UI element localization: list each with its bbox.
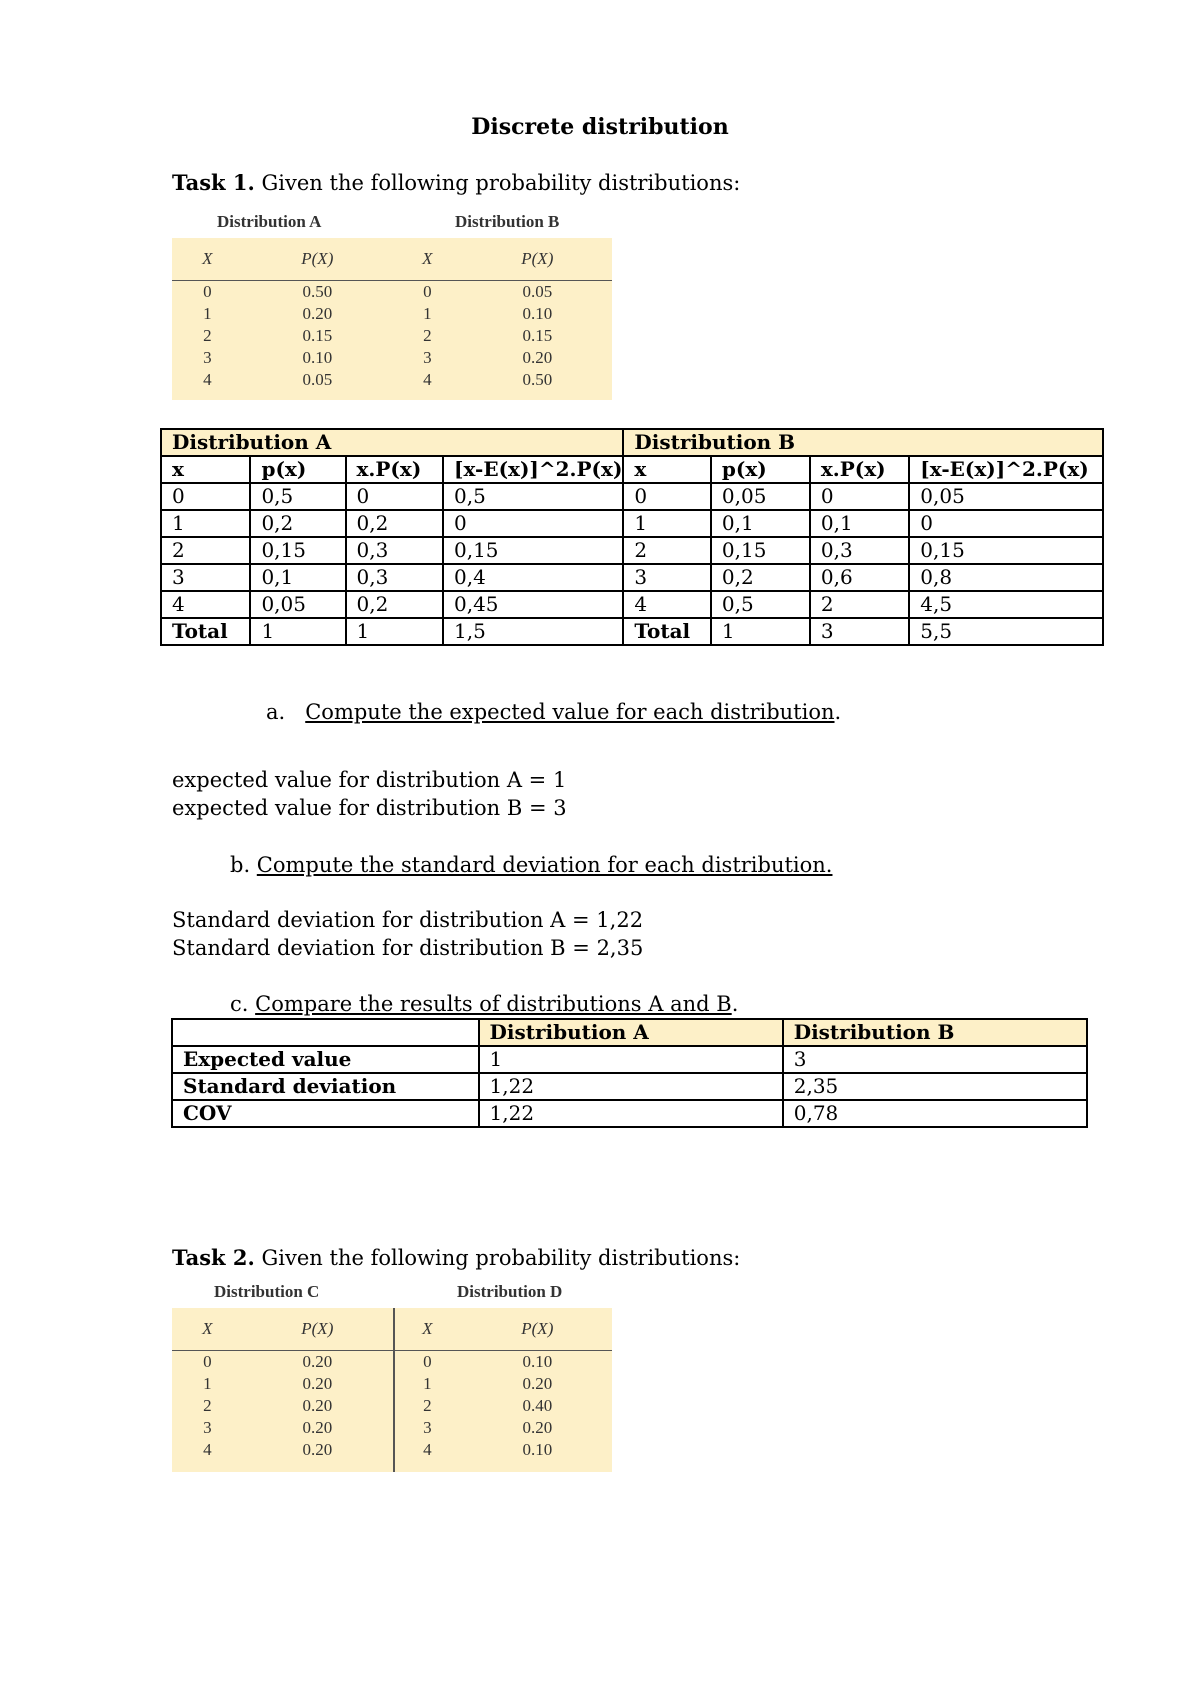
table-cell: 0,05 (250, 591, 345, 618)
caption-distribution-c: Distribution C (214, 1282, 320, 1301)
group-header-distribution-a: Distribution A (161, 429, 623, 456)
table-cell: 0.50 (302, 282, 333, 301)
table-cell: 0,2 (346, 510, 443, 537)
table-cell: 0,05 (711, 483, 810, 510)
answer-a-1: expected value for distribution A = 1 (172, 768, 567, 792)
table-cell: 0 (203, 282, 212, 301)
table-cell: 0,15 (909, 537, 1103, 564)
table-cell: Standard deviation (172, 1073, 479, 1100)
comparison-table (171, 1018, 1088, 1128)
task2-heading (172, 1245, 740, 1270)
table-row (172, 1100, 1087, 1127)
table-cell: 3 (623, 564, 711, 591)
table-row (172, 1046, 1087, 1073)
table-cell: 0,15 (443, 537, 623, 564)
table-row (172, 1073, 1087, 1100)
table-cell: 0,15 (711, 537, 810, 564)
question-c: c. Compare the results of distributions A and B. (230, 992, 739, 1016)
table-cell: 0 (443, 510, 623, 537)
question-a-text: Compute the expected value for each distribution (305, 700, 835, 724)
table-cell: x.P(x) (810, 456, 909, 483)
table-cell: 0.10 (522, 1440, 553, 1459)
table-cell: 0.20 (522, 1418, 553, 1437)
total-row (161, 618, 1103, 645)
table-cell: 1 (423, 304, 432, 323)
table-cell: 3 (203, 348, 212, 367)
table-row (172, 347, 612, 369)
column-divider (393, 1308, 395, 1472)
document-title: Discrete distribution (471, 114, 729, 140)
table-cell: 0.40 (522, 1396, 553, 1415)
table-cell: Total (623, 618, 711, 645)
table-cell: 2 (161, 537, 250, 564)
table-cell: 1 (423, 1374, 432, 1393)
table-cell: 1 (161, 510, 250, 537)
caption-distribution-d: Distribution D (457, 1282, 563, 1301)
table-cell: 0,15 (250, 537, 345, 564)
table-row (161, 564, 1103, 591)
table-cell: 2,35 (783, 1073, 1087, 1100)
table-cell: 0,1 (711, 510, 810, 537)
table-cell: 0,3 (810, 537, 909, 564)
table-cell: 0,1 (810, 510, 909, 537)
table-cell: 3 (423, 348, 432, 367)
table-cell: 1 (711, 618, 810, 645)
task1-heading (172, 170, 740, 195)
question-b-text: Compute the standard deviation for each distribution. (256, 853, 833, 877)
header-px-b: P(X) (463, 238, 612, 281)
table-cell: 4 (423, 1440, 432, 1459)
table-cell: 2 (423, 1396, 432, 1415)
table-cell: 0,05 (909, 483, 1103, 510)
comparison-header-b: Distribution B (783, 1019, 1087, 1046)
table-cell: 2 (423, 326, 432, 345)
column-headers (161, 456, 1103, 483)
table-row (172, 325, 612, 347)
table-cell: 0,5 (443, 483, 623, 510)
table-cell: 1 (623, 510, 711, 537)
table-cell: 0.20 (302, 1396, 333, 1415)
table-cell: 0 (346, 483, 443, 510)
table-row (172, 1417, 612, 1439)
task1-label: Task 1. (172, 170, 255, 195)
group-header-distribution-b: Distribution B (623, 429, 1103, 456)
table-cell: x (623, 456, 711, 483)
table-cell: COV (172, 1100, 479, 1127)
table-cell: [x-E(x)]^2.P(x) (909, 456, 1103, 483)
question-b: b. Compute the standard deviation for each distribution. (230, 853, 833, 877)
table-cell: 0 (203, 1352, 212, 1371)
answer-b-2: Standard deviation for distribution B = 2,35 (172, 936, 644, 960)
table-cell: 0,5 (711, 591, 810, 618)
table-cell: p(x) (711, 456, 810, 483)
header-x-d: X (392, 1308, 463, 1351)
header-px-a: P(X) (243, 238, 392, 281)
table-row (161, 537, 1103, 564)
table-cell: Expected value (172, 1046, 479, 1073)
table-row (172, 1395, 612, 1417)
question-c-text: Compare the results of distributions A and B (255, 992, 732, 1016)
table-cell: 0,5 (250, 483, 345, 510)
header-x-c: X (172, 1308, 243, 1351)
table-cell: 0 (810, 483, 909, 510)
table-cell: 0.20 (302, 1418, 333, 1437)
table-cell: 0 (909, 510, 1103, 537)
table-row (161, 591, 1103, 618)
task2-label: Task 2. (172, 1245, 255, 1270)
table-cell: 4 (161, 591, 250, 618)
table-cell: 0.05 (522, 282, 553, 301)
table-row (172, 281, 612, 304)
header-x-a: X (172, 238, 243, 281)
task2-text: Given the following probability distributions: (254, 1246, 741, 1270)
table-cell: 0.20 (302, 304, 333, 323)
table-cell: 0,4 (443, 564, 623, 591)
table-cell: 4,5 (909, 591, 1103, 618)
table-cell: 0,6 (810, 564, 909, 591)
table-cell: 0.10 (302, 348, 333, 367)
calculation-table (160, 428, 1104, 646)
table-cell: 0,78 (783, 1100, 1087, 1127)
table-cell: 3 (161, 564, 250, 591)
table-cell: 1 (203, 304, 212, 323)
table-row (172, 1351, 612, 1374)
table-cell: 0.20 (302, 1352, 333, 1371)
table-cell: 0,3 (346, 537, 443, 564)
table-cell: 4 (623, 591, 711, 618)
table-cell: 1,5 (443, 618, 623, 645)
table-cell: 2 (203, 1396, 212, 1415)
table-cell: 0.20 (522, 348, 553, 367)
table-cell: p(x) (250, 456, 345, 483)
table-cell: x.P(x) (346, 456, 443, 483)
task1-text: Given the following probability distributions: (254, 171, 741, 195)
table-cell: 0.15 (522, 326, 553, 345)
table-cell: x (161, 456, 250, 483)
table-cell: 0,3 (346, 564, 443, 591)
table-row (161, 483, 1103, 510)
table-cell: 0 (161, 483, 250, 510)
table-cell: 0.05 (302, 370, 333, 389)
comparison-header-a: Distribution A (479, 1019, 783, 1046)
table-cell: 0,2 (346, 591, 443, 618)
table-cell (172, 1019, 479, 1046)
caption-distribution-b: Distribution B (455, 212, 560, 231)
table-cell: 5,5 (909, 618, 1103, 645)
table-cell: 0 (423, 282, 432, 301)
table-cell: 3 (203, 1418, 212, 1437)
table-cell: 0,8 (909, 564, 1103, 591)
header-px-c: P(X) (243, 1308, 392, 1351)
answer-a-2: expected value for distribution B = 3 (172, 796, 567, 820)
table-row (172, 369, 612, 391)
answer-b-1: Standard deviation for distribution A = 1,22 (172, 908, 644, 932)
table-cell: 2 (203, 326, 212, 345)
table-cell: 2 (623, 537, 711, 564)
table-cell: Total (161, 618, 250, 645)
table-cell: 0.10 (522, 1352, 553, 1371)
header-px-d: P(X) (463, 1308, 612, 1351)
table-cell: 4 (203, 370, 212, 389)
table-cell: 3 (423, 1418, 432, 1437)
question-a: a. Compute the expected value for each distribution. (266, 700, 842, 724)
table-cell: 0.20 (302, 1440, 333, 1459)
table-cell: 0 (423, 1352, 432, 1371)
table-cell: 3 (783, 1046, 1087, 1073)
table-cell: 0.20 (302, 1374, 333, 1393)
header-x-b: X (392, 238, 463, 281)
table-row (172, 303, 612, 325)
table-cell: [x-E(x)]^2.P(x) (443, 456, 623, 483)
task1-textbook-table (172, 212, 612, 400)
table-cell: 1,22 (479, 1073, 783, 1100)
table-row (172, 1439, 612, 1461)
table-cell: 3 (810, 618, 909, 645)
table-cell: 0,45 (443, 591, 623, 618)
table-cell: 1 (250, 618, 345, 645)
table-row (161, 510, 1103, 537)
table-cell: 0.15 (302, 326, 333, 345)
table-cell: 4 (203, 1440, 212, 1459)
table-cell: 1 (346, 618, 443, 645)
table-cell: 0,2 (711, 564, 810, 591)
table-cell: 0 (623, 483, 711, 510)
table-cell: 0.50 (522, 370, 553, 389)
table-cell: 0.20 (522, 1374, 553, 1393)
table-row (172, 1373, 612, 1395)
table-cell: 1,22 (479, 1100, 783, 1127)
table-cell: 4 (423, 370, 432, 389)
task2-textbook-table (172, 1282, 612, 1472)
table-cell: 0,2 (250, 510, 345, 537)
table-cell: 1 (479, 1046, 783, 1073)
table-cell: 0,1 (250, 564, 345, 591)
table-cell: 2 (810, 591, 909, 618)
table-cell: 1 (203, 1374, 212, 1393)
caption-distribution-a: Distribution A (217, 212, 322, 231)
table-cell: 0.10 (522, 304, 553, 323)
